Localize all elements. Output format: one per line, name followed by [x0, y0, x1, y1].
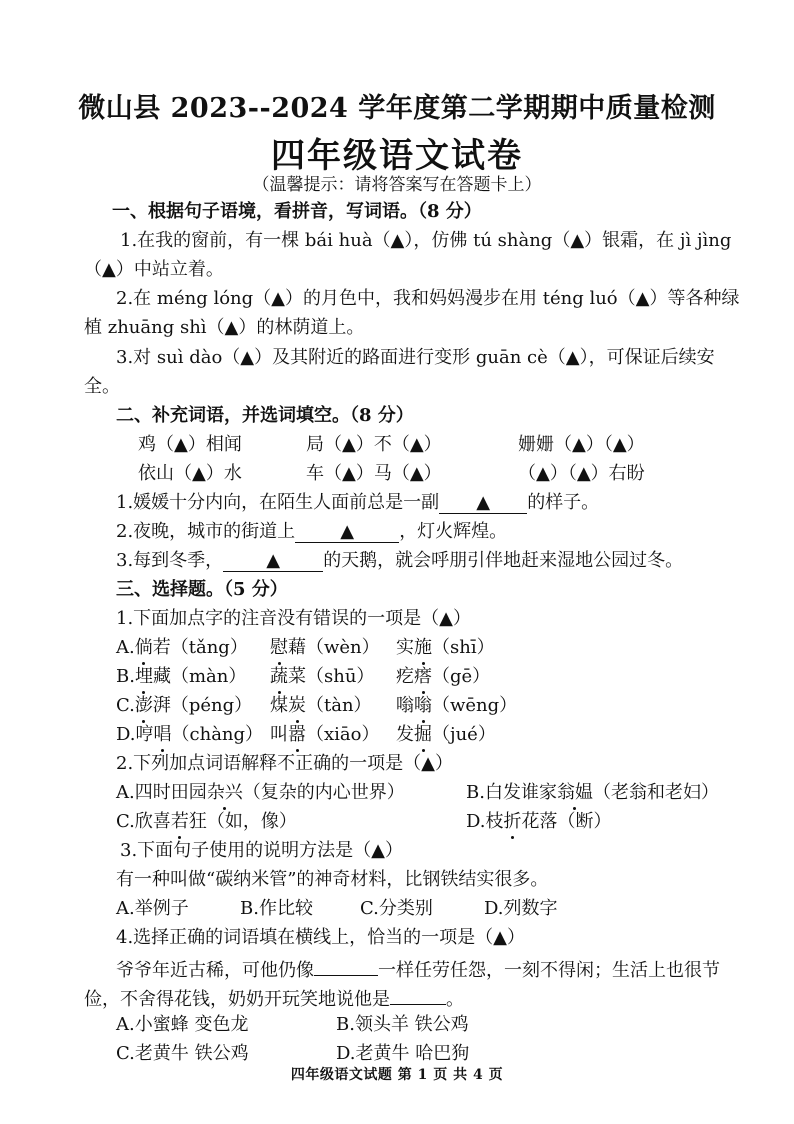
s3-q3-option-d: D.列数字 — [484, 898, 558, 919]
s3-q1-option-d: D.哼唱（chàng） 叫嚣（xiāo） 发掘（jué） — [116, 724, 496, 745]
s3-q2-option-a: A.四时田园杂兴（复杂的内心世界） — [116, 782, 405, 803]
s3-q4-option-b: B.领头羊 铁公鸡 — [336, 1014, 469, 1035]
s3-q4-blank-2 — [390, 984, 446, 1005]
s3-q1: 1.下面加点字的注音没有错误的一项是（▲） — [116, 608, 472, 629]
s3-q4-line1: 爷爷年近古稀，可他仍像 一样任劳任怨，一刻不得闲；生活上也很节 — [116, 955, 720, 983]
s2-word-4: 依山（▲）水 — [138, 463, 242, 484]
s3-q3-options — [116, 897, 558, 921]
s3-q3-option-c: C.分类别 — [360, 898, 433, 919]
s2-word-5: 车（▲）马（▲） — [306, 463, 442, 484]
s1-q1-line1: 1.在我的窗前，有一棵 bái huà（▲），仿佛 tú shàng（▲）银霜，在 jì jìng — [120, 230, 732, 251]
s2-word-2: 局（▲）不（▲） — [306, 434, 442, 455]
s1-q3-line2: 全。 — [84, 376, 120, 397]
section-1-heading: 一、根据句子语境，看拼音，写词语。（8 分） — [112, 201, 482, 222]
s1-q2-line1: 2.在 méng lóng（▲）的月色中，我和妈妈漫步在用 téng luó（▲）等各种绿 — [116, 288, 740, 309]
page-footer: 四年级语文试题 第 1 页 共 4 页 — [290, 1067, 504, 1083]
s3-q1-option-b: B.埋藏（màn） 蔬菜（shū） 疙瘩（gē） — [116, 666, 491, 687]
s3-q4-option-d: D.老黄牛 哈巴狗 — [336, 1043, 470, 1064]
s3-q4-line2: 俭，不舍得花钱，奶奶开玩笑地说他是 。 — [84, 984, 464, 1012]
s1-q2-line2: 植 zhuāng shì（▲）的林荫道上。 — [84, 317, 365, 338]
s3-q2-option-d: D.枝折花落（断） — [466, 811, 612, 832]
section-3-heading: 三、选择题。（5 分） — [116, 579, 288, 600]
s1-q3-line1: 3.对 suì dào（▲）及其附近的路面进行变形 guān cè（▲），可保证后续安 — [116, 347, 715, 368]
s3-q3-sentence: 有一种叫做“碳纳米管”的神奇材料，比钢铁结实很多。 — [116, 869, 549, 890]
s2-fill-1-blank: ▲ — [439, 493, 527, 514]
s3-q4-blank-1 — [314, 955, 378, 976]
s3-q3-option-a: A.举例子 — [116, 898, 189, 919]
s3-q1-option-a: A.倘若（tǎng） 慰藉（wèn） 实施（shī） — [116, 637, 495, 658]
exam-header-title: 微山县 2023--2024 学年度第二学期期中质量检测 — [78, 93, 716, 124]
s3-q2: 2.下列加点词语解释不正确的一项是（▲） — [116, 753, 454, 774]
s2-fill-2-blank: ▲ — [295, 522, 399, 543]
s2-word-1: 鸡（▲）相闻 — [138, 434, 242, 455]
s2-fill-3-blank: ▲ — [223, 551, 323, 572]
s1-q1-line2: （▲）中站立着。 — [84, 259, 224, 280]
s3-q4-option-c: C.老黄牛 铁公鸡 — [116, 1043, 249, 1064]
s3-q3-option-b: B.作比较 — [240, 898, 313, 919]
exam-hint: （温馨提示：请将答案写在答题卡上） — [252, 175, 542, 195]
s2-fill-3: 3.每到冬季， ▲ 的天鹅，就会呼朋引伴地赶来湿地公园过冬。 — [116, 550, 684, 571]
s3-q2-option-c: C.欣喜若狂（如，像） — [116, 811, 297, 832]
s2-word-6: （▲）（▲）右盼 — [518, 463, 645, 484]
s3-q1-option-c: C.澎湃（péng） 煤炭（tàn） 嗡嗡（wēng） — [116, 695, 518, 716]
s2-fill-2: 2.夜晚，城市的街道上 ▲ ，灯火辉煌。 — [116, 521, 508, 542]
s3-q2-option-b: B.白发谁家翁媪（老翁和老妇） — [466, 782, 719, 803]
s2-fill-1: 1.媛媛十分内向，在陌生人面前总是一副 ▲ 的样子。 — [116, 492, 600, 513]
s2-word-3: 姗姗（▲）（▲） — [518, 434, 645, 455]
exam-subject-title: 四年级语文试卷 — [271, 136, 523, 176]
s3-q4-option-a: A.小蜜蜂 变色龙 — [116, 1014, 249, 1035]
s3-q4: 4.选择正确的词语填在横线上，恰当的一项是（▲） — [116, 927, 526, 948]
section-2-heading: 二、补充词语，并选词填空。（8 分） — [116, 405, 414, 426]
s3-q3: 3.下面句子使用的说明方法是（▲） — [120, 840, 404, 861]
